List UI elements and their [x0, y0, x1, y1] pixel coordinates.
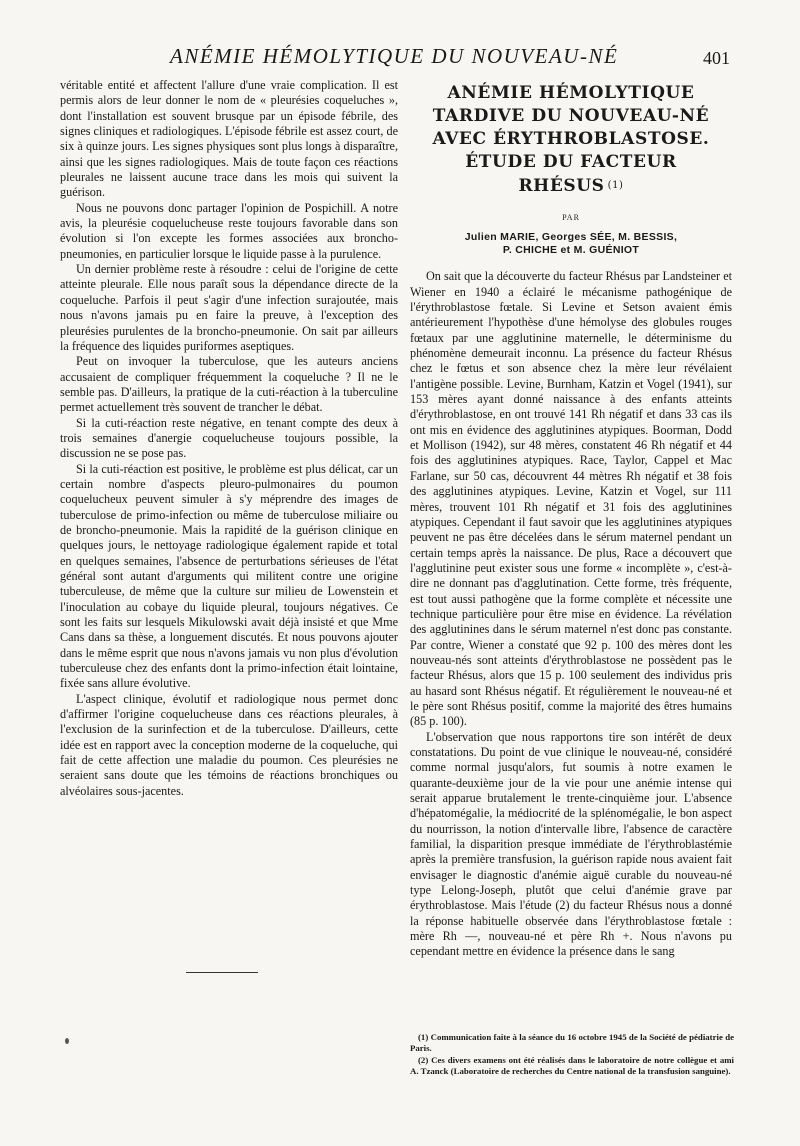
title-line: TARDIVE DU NOUVEAU-NÉ [432, 106, 710, 126]
page-number: 401 [703, 48, 730, 68]
article-paragraph: L'observation que nous rapportons tire son intérêt de deux constatations. Du point de vue clinique le nouveau-né, considéré comme normal jusqu'alors, fut soumis à notre examen le quarante-deuxième jour de la vie pour une anémie intense qui serait apparue brutalement le trente-cinquième jour. L'absence d'hépatomégalie, la médiocrité de la splénomégalie, le bon aspect du nourrisson, la notion d'intervalle libre, l'absence de caractère familial, la disparition presque immédiate de l'érythroblastémie après la première transfusion, la guérison rapide nous avaient fait envisager le diagnostic d'anémie aiguë curable du nouveau-né type Lelong-Joseph, plutôt que celui d'anémie grave par érythroblastose. Mais l'étude (2) du facteur Rhésus nous a donné la réponse habituelle observée dans l'érythroblastose fœtale : mère Rh —, nouveau-né et père Rh +. Nous n'avons pu cependant mettre en évidence la présence dans le sang [410, 729, 732, 959]
title-line: RHÉSUS [518, 176, 605, 196]
left-paragraph: Si la cuti-réaction est positive, le problème est plus délicat, car un certain nombre d'aspects pleuro-pulmonaires du poumon coquelucheux peuvent simuler à s'y méprendre des images de tuberculose de primo-infection ou même de tuberculose miliaire ou de broncho-pneumonie. Mais la rapidité de la guérison clinique en quelques jours, le nettoyage radiologique également rapide et total en quelques semaines, l'absence de perturbations sérieuses de l'état général sont autant d'arguments qui militent contre une origine tuberculeuse, de même que la culture sur milieu de Lowenstein et l'inoculation au cobaye du liquide pleural, toujours négatives. Ce sont les faits sur lesquels Mikulowski avait déjà insisté et que Mme Cans dans sa thèse, a longuement discutés. Et nous pouvons ajouter dans le même esprit que nous n'avons jamais vu non plus d'évolution tuberculeuse chez des enfants dont la primo-infection était lointaine, fixée sans allure évolutive. [60, 461, 398, 691]
left-column [60, 78, 398, 799]
footnote: (1) Communication faite à la séance du 16 octobre 1945 de la Société de pédiatrie de Paris. [410, 1032, 734, 1053]
end-rule [186, 972, 258, 973]
title-line: AVEC ÉRYTHROBLASTOSE. [432, 129, 710, 149]
running-title: ANÉMIE HÉMOLYTIQUE DU NOUVEAU-NÉ [170, 44, 619, 68]
running-header [0, 44, 800, 74]
left-paragraph: Si la cuti-réaction reste négative, en tenant compte des deux à trois semaines d'anergie coquelucheuse toujours possible, la discussion ne se pose pas. [60, 415, 398, 461]
authors-line: Julien MARIE, Georges SÉE, M. BESSIS, [464, 231, 678, 244]
article-paragraph: On sait que la découverte du facteur Rhésus par Landsteiner et Wiener en 1940 a éclairé le mécanisme pathogénique de l'érythroblastose fœtale. Si Levine et Setson avaient émis antérieurement l'hypothèse d'une hémolyse des globules rouges fœtaux par une agglutinine maternelle, le déterminisme du phénomène demeurait inconnu. La présence du facteur Rhésus chez le fœtus et son absence chez la mère leur révélaient l'antigène possible. Levine, Burnham, Katzin et Vogel (1941), sur 153 mères ayant donné naissance à des enfants atteints d'érythroblastose, en ont trouvé 141 Rh négatif et dans 33 cas ils ont mis en évidence des agglutinines atypiques. Boorman, Dodd et Mollison (1942), sur 48 mères, constatent 46 Rh négatif et 44 fois des agglutinines atypiques. Race, Taylor, Cappel et Mac Farlane, sur 50 cas, découvrent 44 mètres Rh négatif et 38 fois des agglutinines atypiques. Levine, Katzin et Vogel, sur 111 mères, trouvent 101 Rh négatif et 31 fois des agglutinines atypiques. Cependant il faut savoir que les agglutinines atypiques peuvent ne pas être décelées dans le sérum maternel pendant un certain temps après la naissance. De plus, Race a découvert que l'agglutinine peut exister sous une forme « incomplète », c'est-à-dire ne donnant pas d'agglutination. Cette forme, très fréquente, est tout aussi pathogène que la forme complète et nécessite une technique particulière pour être mise en évidence. La révélation des agglutinines dans le sérum maternel n'est donc pas constante. Par contre, Wiener a constaté que 92 p. 100 des mères dont les nouveau-nés sont atteints d'érythroblastose ne possèdent pas le facteur Rhésus, alors que 15 p. 100 seulement des individus pris au hasard sont Rhésus négatif. Et régulièrement le nouveau-né et le père sont Rhésus positif, comme la majorité des êtres humains (85 p. 100). [410, 269, 732, 729]
title-line: ÉTUDE DU FACTEUR [465, 152, 677, 172]
left-paragraph: Nous ne pouvons donc partager l'opinion de Pospichill. A notre avis, la pleurésie coquelucheuse reste toujours favorable dans son évolution si l'on excepte les formes associées aux broncho-pneumonies, en particulier lorsque le liquide passe à la purulence. [60, 200, 398, 261]
title-line-last [410, 174, 732, 198]
footnote: (2) Ces divers examens ont été réalisés dans le laboratoire de notre collègue et ami A. Tzanck (Laboratoire de recherches du Centre national de la transfusion sanguine). [410, 1055, 734, 1076]
ink-mark [65, 1038, 69, 1044]
authors-line: P. CHICHE et M. GUÉNIOT [502, 244, 640, 257]
left-paragraph: Peut on invoquer la tuberculose, que les auteurs anciens accusaient de compliquer fréquemment la coqueluche ? Il ne le semble pas. D'ailleurs, la pratique de la cuti-réaction à la tuberculine permet actuellement très souvent de trancher le débat. [60, 354, 398, 415]
right-column [410, 82, 732, 960]
footnote-reference: (1) [607, 180, 624, 191]
left-paragraph: L'aspect clinique, évolutif et radiologique nous permet donc d'affirmer l'origine coquelucheuse dans ces réactions pleurales, à l'exclusion de la surinfection et de la tuberculose. D'ailleurs, cette idée est en rapport avec la conception moderne de la coqueluche, qui fait de cette affection une maladie du poumon. Ces pleurésies ne seraient sans doute que les témoins de réactions bronchiques ou alvéolaires sous-jacentes. [60, 691, 398, 798]
authors [410, 231, 732, 257]
title-line: ANÉMIE HÉMOLYTIQUE [447, 83, 695, 103]
left-paragraph: véritable entité et affectent l'allure d'une vraie complication. Il est permis alors de leur donner le nom de « pleurésies coqueluches », dont l'installation est souvent brusque par un épisode fébrile, des signes cliniques et radiologiques. L'épisode fébrile est assez court, de six à quinze jours. Les signes physiques sont plus longs à disparaître, ainsi que les signes radiologiques. Mais de toute façon ces réactions pleurales ne laissent aucune trace dans les mois qui suivent la guérison. [60, 78, 398, 200]
by-label: PAR [562, 213, 580, 222]
left-paragraph: Un dernier problème reste à résoudre : celui de l'origine de cette atteinte pleurale. Elle nous paraît sous la dépendance directe de la coqueluche. Parfois il peut s'agir d'une infection surajoutée, mais nous n'avons jamais pu en faire la preuve, à l'exception des pleurésies purulentes de la broncho-pneumonie. On sait par ailleurs la fréquence des liquides puriformes aseptiques. [60, 262, 398, 353]
footnotes [410, 1032, 734, 1078]
article-title [410, 82, 732, 198]
